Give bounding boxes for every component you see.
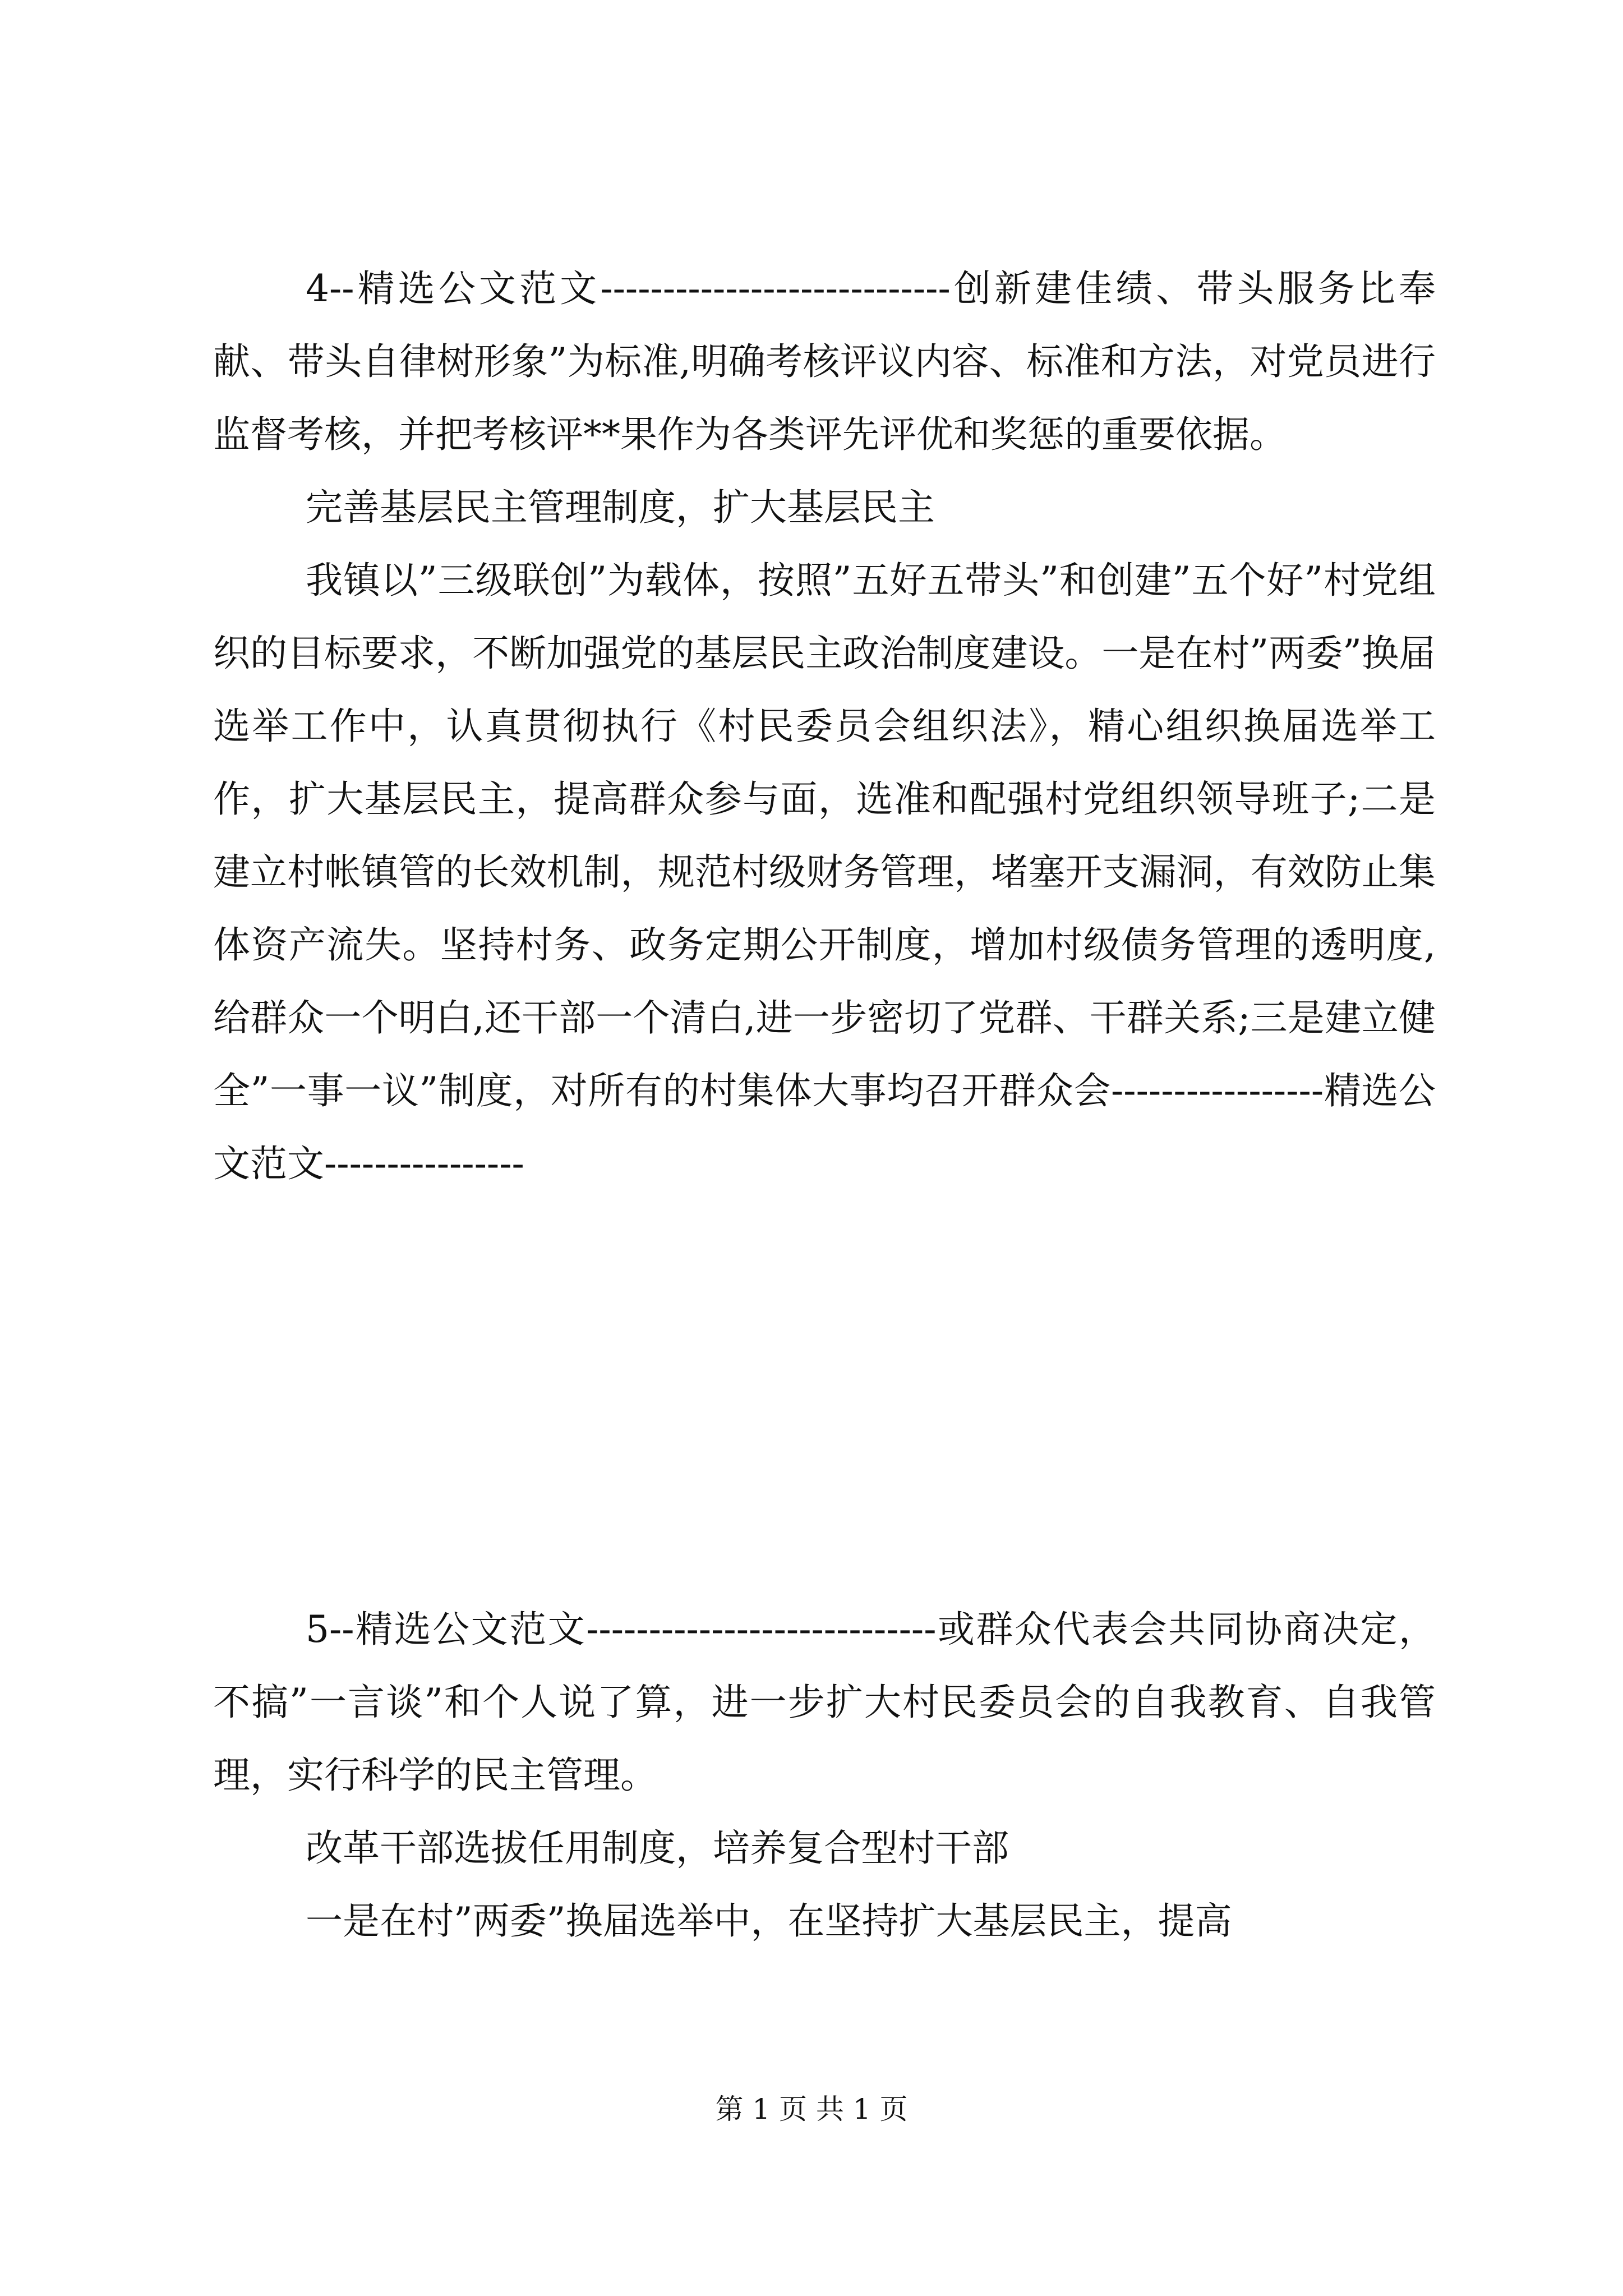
paragraph-1: 4--精选公文范文----------------------------创新建佳绩、带头服务比奉献、带头自律树形象”为标准,明确考核评议内容、标准和方法，对党员进行监督考核，并把考核评**果作为各类评先评优和奖惩的重要依据。 xyxy=(213,267,1436,456)
page-footer: 第 1 页 共 1 页 xyxy=(715,2093,908,2125)
paragraph-2: 我镇以”三级联创”为载体，按照”五好五带头”和创建”五个好”村党组织的目标要求，不断加强党的基层民主政治制度建设。一是在村”两委”换届选举工作中，认真贯彻执行《村民委员会组织法》，精心组织换届选举工作，扩大基层民主，提高群众参与面，选准和配强村党组织领导班子;二是建立村帐镇管的长效机制，规范村级财务管理，堵塞开支漏洞，有效防止集体资产流失。坚持村务、政务定期公开制度，增加村级债务管理的透明度,给群众一个明白,还干部一个清白,进一步密切了党群、干群关系;三是建立健全”一事一议”制度，对所有的村集体大事均召开群众会-----------------精选公文范文---------------- xyxy=(213,559,1436,1185)
paragraph-heading-cadre-reform: 改革干部选拔任用制度，培养复合型村干部 xyxy=(306,1826,1009,1870)
paragraph-4: 一是在村”两委”换届选举中，在坚持扩大基层民主，提高 xyxy=(306,1899,1232,1943)
paragraph-heading-democracy: 完善基层民主管理制度，扩大基层民主 xyxy=(306,486,935,529)
paragraph-3: 5--精选公文范文----------------------------或群众代表会共同协商决定，不搞”一言谈”和个人说了算，进一步扩大村民委员会的自我教育、自我管理，实行科学的民主管理。 xyxy=(213,1608,1436,1797)
text-section-1 xyxy=(213,252,1436,1200)
text-section-2 xyxy=(213,1593,1436,1958)
